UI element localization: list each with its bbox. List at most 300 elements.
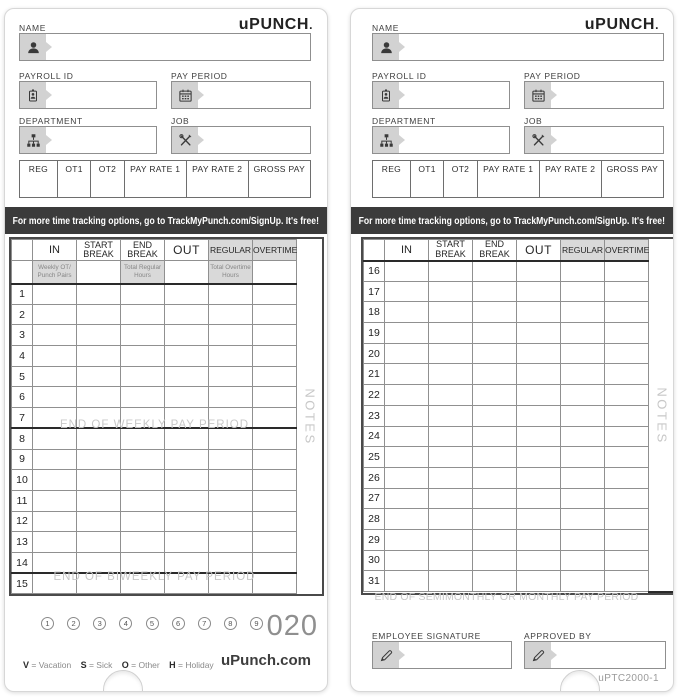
punch-cell bbox=[33, 511, 77, 532]
punch-cell bbox=[385, 302, 429, 323]
punch-cell bbox=[473, 385, 517, 406]
punch-cell bbox=[517, 509, 561, 530]
row-number-header bbox=[12, 240, 33, 261]
punch-cell bbox=[209, 511, 253, 532]
col-header-in: IN bbox=[33, 240, 77, 261]
pay-col-rate1: PAY RATE 1 bbox=[124, 161, 186, 198]
row-number: 26 bbox=[364, 467, 385, 488]
day-row bbox=[364, 364, 674, 385]
day-row bbox=[12, 387, 322, 408]
punch-cell bbox=[209, 449, 253, 470]
punch-cell bbox=[517, 447, 561, 468]
row-number: 20 bbox=[364, 343, 385, 364]
punch-cell bbox=[429, 323, 473, 344]
punch-cell bbox=[473, 426, 517, 447]
punch-cell bbox=[561, 323, 605, 344]
punch-cell bbox=[385, 323, 429, 344]
pay-col-gross: GROSS PAY bbox=[248, 161, 310, 198]
punch-cell bbox=[165, 325, 209, 346]
punch-cell bbox=[473, 467, 517, 488]
punch-cell bbox=[77, 449, 121, 470]
payroll-id-label: PAYROLL ID bbox=[19, 71, 74, 81]
row-number: 27 bbox=[364, 488, 385, 509]
punch-cell bbox=[385, 343, 429, 364]
row-number: 3 bbox=[12, 325, 33, 346]
day-row bbox=[364, 343, 674, 364]
punch-cell bbox=[473, 529, 517, 550]
punch-cell bbox=[561, 550, 605, 571]
punch-cell bbox=[561, 467, 605, 488]
punch-cell bbox=[121, 470, 165, 491]
day-row bbox=[364, 467, 674, 488]
punch-cell bbox=[429, 509, 473, 530]
payroll-id-field bbox=[372, 81, 510, 109]
punch-cell bbox=[165, 532, 209, 553]
name-field bbox=[372, 33, 664, 61]
row-number: 29 bbox=[364, 529, 385, 550]
punch-cell bbox=[253, 346, 297, 367]
punch-cell bbox=[605, 343, 649, 364]
name-field bbox=[19, 33, 311, 61]
pay-col-reg: REG bbox=[373, 161, 411, 198]
punch-cell bbox=[561, 426, 605, 447]
day-row bbox=[364, 385, 674, 406]
punch-cell bbox=[33, 346, 77, 367]
day-row bbox=[364, 447, 674, 468]
punch-cell bbox=[429, 426, 473, 447]
department-field bbox=[19, 126, 157, 154]
punch-cell bbox=[561, 447, 605, 468]
punch-cell bbox=[429, 261, 473, 282]
punch-cell bbox=[253, 387, 297, 408]
punch-cell bbox=[165, 449, 209, 470]
punch-cell bbox=[561, 281, 605, 302]
punch-cell bbox=[473, 364, 517, 385]
punch-cell bbox=[385, 509, 429, 530]
punch-cell bbox=[121, 284, 165, 305]
upunch-logo: uPUNCH. bbox=[238, 16, 313, 33]
row-number: 28 bbox=[364, 509, 385, 530]
job-label: JOB bbox=[524, 116, 543, 126]
punch-cell bbox=[209, 346, 253, 367]
calendar-icon bbox=[172, 82, 198, 108]
pay-period-watermark: END OF BIWEEKLY PAY PERIOD bbox=[53, 571, 256, 584]
punch-cell bbox=[385, 261, 429, 282]
day-row bbox=[364, 302, 674, 323]
punch-cell bbox=[561, 364, 605, 385]
row-number: 23 bbox=[364, 405, 385, 426]
model-number: uPTC2000-1 bbox=[598, 673, 659, 684]
punch-position: 8 bbox=[224, 617, 237, 630]
pay-period-label: PAY PERIOD bbox=[524, 71, 581, 81]
punch-cell bbox=[77, 325, 121, 346]
punch-position: 1 bbox=[41, 617, 54, 630]
pay-period-field bbox=[524, 81, 664, 109]
punch-cell bbox=[473, 323, 517, 344]
row-number: 2 bbox=[12, 304, 33, 325]
row-number: 21 bbox=[364, 364, 385, 385]
punch-position: 2 bbox=[67, 617, 80, 630]
person-icon bbox=[20, 34, 46, 60]
department-field bbox=[372, 126, 510, 154]
subheader-cell: Total Overtime Hours bbox=[209, 261, 253, 284]
row-number-header bbox=[364, 240, 385, 261]
org-chart-icon bbox=[20, 127, 46, 153]
punch-cell bbox=[561, 509, 605, 530]
punch-position: 9 bbox=[250, 617, 263, 630]
punch-cell bbox=[165, 470, 209, 491]
day-row bbox=[364, 509, 674, 530]
subheader-cell: Total Regular Hours bbox=[121, 261, 165, 284]
punch-cell bbox=[33, 449, 77, 470]
employee-signature-field bbox=[372, 641, 512, 669]
punch-cell bbox=[77, 304, 121, 325]
row-number: 4 bbox=[12, 346, 33, 367]
punch-cell bbox=[77, 284, 121, 305]
row-number: 7 bbox=[12, 408, 33, 429]
punch-cell bbox=[209, 470, 253, 491]
day-row bbox=[12, 511, 322, 532]
department-label: DEPARTMENT bbox=[372, 116, 436, 126]
punch-cell bbox=[605, 405, 649, 426]
punch-cell bbox=[77, 511, 121, 532]
punch-cell bbox=[561, 385, 605, 406]
pen-icon bbox=[373, 642, 399, 668]
punch-cell bbox=[429, 529, 473, 550]
upunch-logo: uPUNCH. bbox=[584, 16, 659, 33]
name-label: NAME bbox=[19, 23, 46, 33]
punch-cell bbox=[253, 532, 297, 553]
day-row bbox=[364, 529, 674, 550]
punch-cell bbox=[473, 405, 517, 426]
punch-cell bbox=[429, 281, 473, 302]
punch-cell bbox=[253, 366, 297, 387]
punch-cell bbox=[605, 488, 649, 509]
col-header-out: OUT bbox=[165, 240, 209, 261]
subheader-cell bbox=[253, 261, 297, 284]
punch-cell bbox=[429, 467, 473, 488]
row-number: 17 bbox=[364, 281, 385, 302]
punch-cell bbox=[517, 467, 561, 488]
punch-cell bbox=[253, 470, 297, 491]
col-header-end-break: END BREAK bbox=[121, 240, 165, 261]
time-table bbox=[361, 237, 674, 603]
punch-cell bbox=[385, 364, 429, 385]
punch-cell bbox=[385, 426, 429, 447]
punch-cell bbox=[561, 529, 605, 550]
punch-cell bbox=[253, 325, 297, 346]
punch-cell bbox=[121, 387, 165, 408]
punch-cell bbox=[517, 550, 561, 571]
punch-cell bbox=[605, 281, 649, 302]
notes-vertical-label: NOTES bbox=[302, 388, 318, 446]
punch-cell bbox=[121, 490, 165, 511]
time-table bbox=[9, 237, 324, 596]
thumb-notch bbox=[103, 670, 143, 692]
punch-cell bbox=[605, 364, 649, 385]
punch-cell bbox=[517, 529, 561, 550]
punch-cell bbox=[33, 387, 77, 408]
punch-cell bbox=[77, 387, 121, 408]
name-label: NAME bbox=[372, 23, 399, 33]
punch-cell bbox=[605, 426, 649, 447]
time-card-front bbox=[4, 8, 328, 692]
legend: V = Vacation S = Sick O = Other H = Holiday bbox=[23, 660, 214, 670]
punch-cell bbox=[561, 302, 605, 323]
punch-cell bbox=[429, 302, 473, 323]
day-row bbox=[12, 304, 322, 325]
punch-cell bbox=[77, 490, 121, 511]
col-header-regular: REGULAR bbox=[561, 240, 605, 261]
row-number: 31 bbox=[364, 571, 385, 592]
punch-cell bbox=[209, 304, 253, 325]
punch-cell bbox=[473, 302, 517, 323]
row-number: 11 bbox=[12, 490, 33, 511]
punch-cell bbox=[209, 325, 253, 346]
day-row bbox=[12, 532, 322, 553]
punch-position: 4 bbox=[119, 617, 132, 630]
punch-cell bbox=[209, 284, 253, 305]
day-row bbox=[364, 488, 674, 509]
punch-cell bbox=[209, 532, 253, 553]
subheader-cell: Weekly OT/ Punch Pairs bbox=[33, 261, 77, 284]
notes-vertical-label: NOTES bbox=[654, 387, 670, 445]
punch-cell bbox=[33, 304, 77, 325]
approved-by-label: APPROVED BY bbox=[524, 631, 592, 641]
punch-cell bbox=[385, 281, 429, 302]
punch-cell bbox=[429, 488, 473, 509]
person-icon bbox=[373, 34, 399, 60]
punch-cell bbox=[517, 302, 561, 323]
row-number: 22 bbox=[364, 385, 385, 406]
punch-cell bbox=[253, 449, 297, 470]
punch-position: 3 bbox=[93, 617, 106, 630]
punch-cell bbox=[77, 366, 121, 387]
punch-cell bbox=[517, 488, 561, 509]
row-number: 15 bbox=[12, 573, 33, 594]
col-header-out: OUT bbox=[517, 240, 561, 261]
punch-cell bbox=[517, 343, 561, 364]
pay-period-watermark: END OF WEEKLY PAY PERIOD bbox=[59, 419, 250, 432]
punch-cell bbox=[605, 323, 649, 344]
punch-cell bbox=[561, 261, 605, 282]
row-number-header bbox=[12, 261, 33, 284]
org-chart-icon bbox=[373, 127, 399, 153]
row-number: 16 bbox=[364, 261, 385, 282]
pay-col-rate2: PAY RATE 2 bbox=[186, 161, 248, 198]
punch-cell bbox=[517, 323, 561, 344]
punch-cell bbox=[253, 511, 297, 532]
punch-cell bbox=[121, 449, 165, 470]
col-header-overtime: OVERTIME bbox=[605, 240, 649, 261]
punch-cell bbox=[473, 261, 517, 282]
pay-col-ot2: OT2 bbox=[91, 161, 124, 198]
punch-cell bbox=[429, 405, 473, 426]
punch-cell bbox=[209, 366, 253, 387]
tools-icon bbox=[525, 127, 551, 153]
row-number: 5 bbox=[12, 366, 33, 387]
card-number: 020 bbox=[266, 610, 318, 642]
punch-cell bbox=[385, 447, 429, 468]
row-number: 10 bbox=[12, 470, 33, 491]
punch-cell bbox=[605, 509, 649, 530]
col-header-overtime: OVERTIME bbox=[253, 240, 297, 261]
website-url: uPunch.com bbox=[220, 652, 311, 669]
punch-cell bbox=[33, 325, 77, 346]
employee-signature-label: EMPLOYEE SIGNATURE bbox=[372, 631, 481, 641]
punch-cell bbox=[33, 490, 77, 511]
punch-cell bbox=[121, 304, 165, 325]
punch-cell bbox=[385, 405, 429, 426]
punch-cell bbox=[165, 366, 209, 387]
row-number: 24 bbox=[364, 426, 385, 447]
punch-cell bbox=[517, 364, 561, 385]
punch-cell bbox=[77, 346, 121, 367]
punch-cell bbox=[517, 385, 561, 406]
punch-cell bbox=[77, 470, 121, 491]
header-row bbox=[364, 240, 674, 261]
payroll-id-field bbox=[19, 81, 157, 109]
punch-cell bbox=[33, 470, 77, 491]
subheader-cell bbox=[77, 261, 121, 284]
punch-cell bbox=[165, 304, 209, 325]
day-row bbox=[12, 366, 322, 387]
day-row bbox=[12, 470, 322, 491]
day-row bbox=[364, 550, 674, 571]
pay-col-reg: REG bbox=[20, 161, 58, 198]
pay-col-ot1: OT1 bbox=[410, 161, 443, 198]
punch-cell bbox=[253, 304, 297, 325]
punch-cell bbox=[517, 261, 561, 282]
punch-cell bbox=[517, 405, 561, 426]
punch-cell bbox=[121, 532, 165, 553]
col-header-start-break: START BREAK bbox=[77, 240, 121, 261]
punch-cell bbox=[517, 281, 561, 302]
department-label: DEPARTMENT bbox=[19, 116, 83, 126]
pay-col-rate2: PAY RATE 2 bbox=[539, 161, 601, 198]
punch-cell bbox=[253, 490, 297, 511]
job-field bbox=[171, 126, 311, 154]
punch-cell bbox=[121, 346, 165, 367]
row-number: 14 bbox=[12, 552, 33, 573]
punch-cell bbox=[605, 302, 649, 323]
punch-cell bbox=[605, 447, 649, 468]
row-number: 30 bbox=[364, 550, 385, 571]
time-grid bbox=[363, 239, 674, 593]
punch-cell bbox=[121, 325, 165, 346]
punch-cell bbox=[605, 385, 649, 406]
punch-cell bbox=[429, 447, 473, 468]
punch-cell bbox=[253, 284, 297, 305]
id-badge-icon bbox=[373, 82, 399, 108]
row-number: 6 bbox=[12, 387, 33, 408]
pay-col-rate1: PAY RATE 1 bbox=[477, 161, 539, 198]
punch-cell bbox=[33, 284, 77, 305]
punch-cell bbox=[561, 405, 605, 426]
calendar-icon bbox=[525, 82, 551, 108]
day-row bbox=[364, 281, 674, 302]
day-row bbox=[364, 261, 674, 282]
punch-cell bbox=[473, 550, 517, 571]
punch-cell bbox=[33, 366, 77, 387]
punch-cell bbox=[473, 509, 517, 530]
punch-cell bbox=[385, 550, 429, 571]
punch-cell bbox=[165, 490, 209, 511]
pay-period-field bbox=[171, 81, 311, 109]
row-number: 1 bbox=[12, 284, 33, 305]
header-row bbox=[12, 240, 322, 261]
punch-cell bbox=[473, 488, 517, 509]
job-label: JOB bbox=[171, 116, 190, 126]
punch-position: 7 bbox=[198, 617, 211, 630]
punch-cell bbox=[473, 281, 517, 302]
punch-cell bbox=[165, 387, 209, 408]
punch-cell bbox=[33, 532, 77, 553]
pay-summary-table bbox=[19, 160, 311, 198]
punch-cell bbox=[385, 467, 429, 488]
thumb-notch bbox=[560, 670, 600, 692]
col-header-start-break: START BREAK bbox=[429, 240, 473, 261]
time-card-back bbox=[350, 8, 674, 692]
punch-cell bbox=[517, 426, 561, 447]
punch-cell bbox=[605, 261, 649, 282]
payroll-id-label: PAYROLL ID bbox=[372, 71, 427, 81]
day-row bbox=[12, 325, 322, 346]
pay-summary-table bbox=[372, 160, 664, 198]
punch-cell bbox=[385, 488, 429, 509]
subheader-row bbox=[12, 261, 322, 284]
punch-cell bbox=[473, 343, 517, 364]
punch-cell bbox=[165, 284, 209, 305]
punch-cell bbox=[605, 467, 649, 488]
punch-cell bbox=[429, 343, 473, 364]
punch-position: 5 bbox=[146, 617, 159, 630]
row-number: 8 bbox=[12, 428, 33, 449]
punch-cell bbox=[385, 529, 429, 550]
col-header-end-break: END BREAK bbox=[473, 240, 517, 261]
punch-cell bbox=[429, 385, 473, 406]
punch-cell bbox=[165, 511, 209, 532]
punch-cell bbox=[385, 385, 429, 406]
day-row bbox=[12, 284, 322, 305]
punch-position: 6 bbox=[172, 617, 185, 630]
row-number: 13 bbox=[12, 532, 33, 553]
pay-period-watermark: END OF SEMIMONTHLY OR MONTHLY PAY PERIOD bbox=[374, 590, 639, 603]
punch-cell bbox=[473, 447, 517, 468]
row-number: 25 bbox=[364, 447, 385, 468]
promo-banner: For more time tracking options, go to TrackMyPunch.com/SignUp. It's free! bbox=[351, 207, 673, 234]
day-row bbox=[364, 323, 674, 344]
tools-icon bbox=[172, 127, 198, 153]
punch-cell bbox=[561, 343, 605, 364]
id-badge-icon bbox=[20, 82, 46, 108]
pen-icon bbox=[525, 642, 551, 668]
job-field bbox=[524, 126, 664, 154]
pay-period-label: PAY PERIOD bbox=[171, 71, 228, 81]
promo-banner: For more time tracking options, go to TrackMyPunch.com/SignUp. It's free! bbox=[5, 207, 327, 234]
punch-cell bbox=[77, 532, 121, 553]
day-row bbox=[12, 449, 322, 470]
pay-col-ot2: OT2 bbox=[444, 161, 477, 198]
col-header-in: IN bbox=[385, 240, 429, 261]
row-number: 18 bbox=[364, 302, 385, 323]
punch-position-row bbox=[41, 617, 263, 630]
col-header-regular: REGULAR bbox=[209, 240, 253, 261]
day-row bbox=[12, 346, 322, 367]
punch-cell bbox=[209, 387, 253, 408]
day-row bbox=[12, 490, 322, 511]
punch-cell bbox=[605, 529, 649, 550]
